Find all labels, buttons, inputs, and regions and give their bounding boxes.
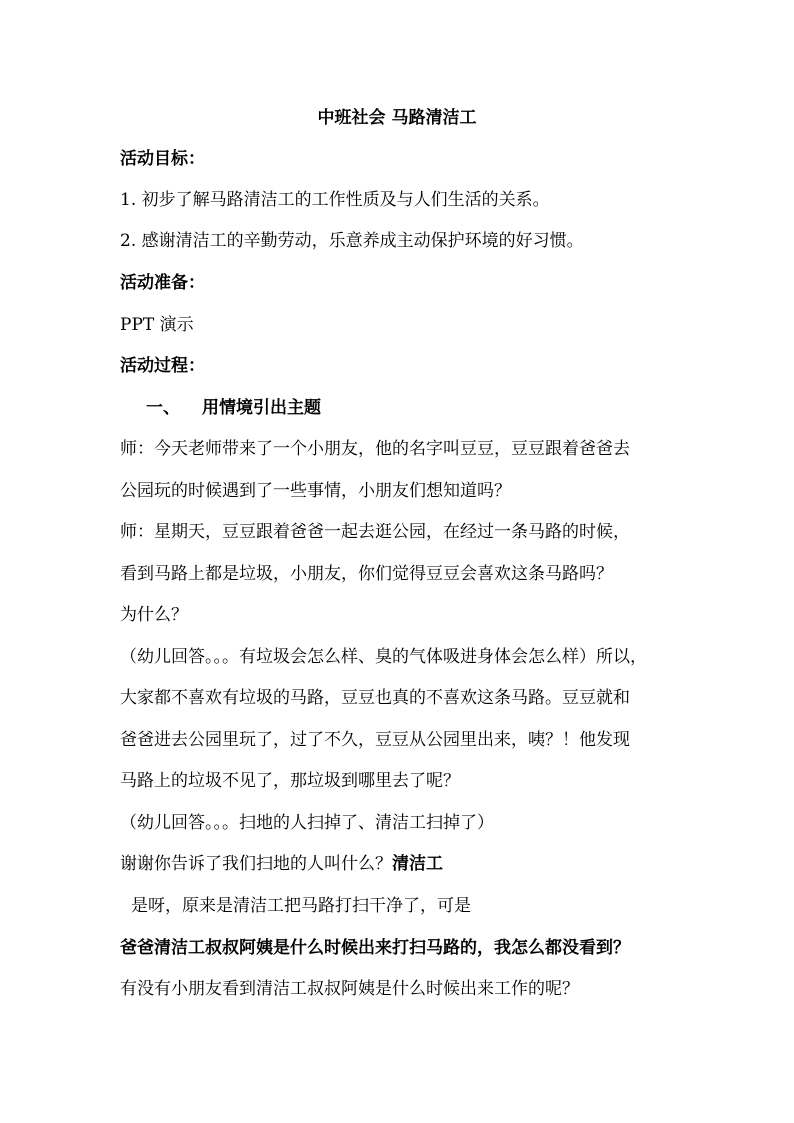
paragraph-line: （幼儿回答。。。扫地的人扫掉了、清洁工扫掉了）: [120, 813, 494, 833]
paragraph-line: 大家都不喜欢有垃圾的马路，豆豆也真的不喜欢这条马路。豆豆就和: [120, 688, 630, 708]
step-heading: [146, 397, 321, 419]
paragraph-line: 师：今天老师带来了一个小朋友，他的名字叫豆豆，豆豆跟着爸爸去: [120, 439, 630, 459]
paragraph-line: 公园玩的时候遇到了一些事情，小朋友们想知道吗？: [120, 481, 511, 501]
paragraph-line: 为什么？: [120, 605, 188, 625]
paragraph-line: 爸爸进去公园里玩了，过了不久，豆豆从公园里出来，咦？！他发现: [120, 730, 630, 750]
paragraph-line: 马路上的垃圾不见了，那垃圾到哪里去了呢？: [120, 771, 460, 791]
document-title: 中班社会 马路清洁工: [317, 108, 477, 128]
paragraph-line: 看到马路上都是垃圾，小朋友，你们觉得豆豆会喜欢这条马路吗？: [120, 564, 613, 584]
goal-item-1: 1. 初步了解马路清洁工的工作性质及与人们生活的关系。: [120, 190, 550, 210]
final-line: 有没有小朋友看到清洁工叔叔阿姨是什么时候出来工作的呢？: [120, 979, 579, 999]
question-answer: 清洁工: [392, 854, 443, 874]
section-heading-prep: 活动准备：: [120, 273, 205, 293]
goal-item-2: 2. 感谢清洁工的辛勤劳动，乐意养成主动保护环境的好习惯。: [120, 231, 584, 251]
prep-item: PPT 演示: [120, 315, 194, 335]
step-title: 用情境引出主题: [202, 398, 321, 418]
step-number: 一、: [146, 398, 180, 418]
paragraph-line: （幼儿回答。。。有垃圾会怎么样、臭的气体吸进身体会怎么样）所以，: [120, 647, 647, 667]
reply-line: 是呀，原来是清洁工把马路打扫干净了，可是: [131, 896, 471, 916]
bold-question-line: 爸爸清洁工叔叔阿姨是什么时候出来打扫马路的，我怎么都没看到？: [120, 938, 630, 958]
question-text: 谢谢你告诉了我们扫地的人叫什么？: [120, 854, 392, 874]
section-heading-process: 活动过程：: [120, 356, 205, 376]
paragraph-line: 师：星期天，豆豆跟着爸爸一起去逛公园，在经过一条马路的时候，: [120, 522, 630, 542]
question-line: [120, 853, 443, 875]
section-heading-goals: 活动目标：: [120, 149, 205, 169]
